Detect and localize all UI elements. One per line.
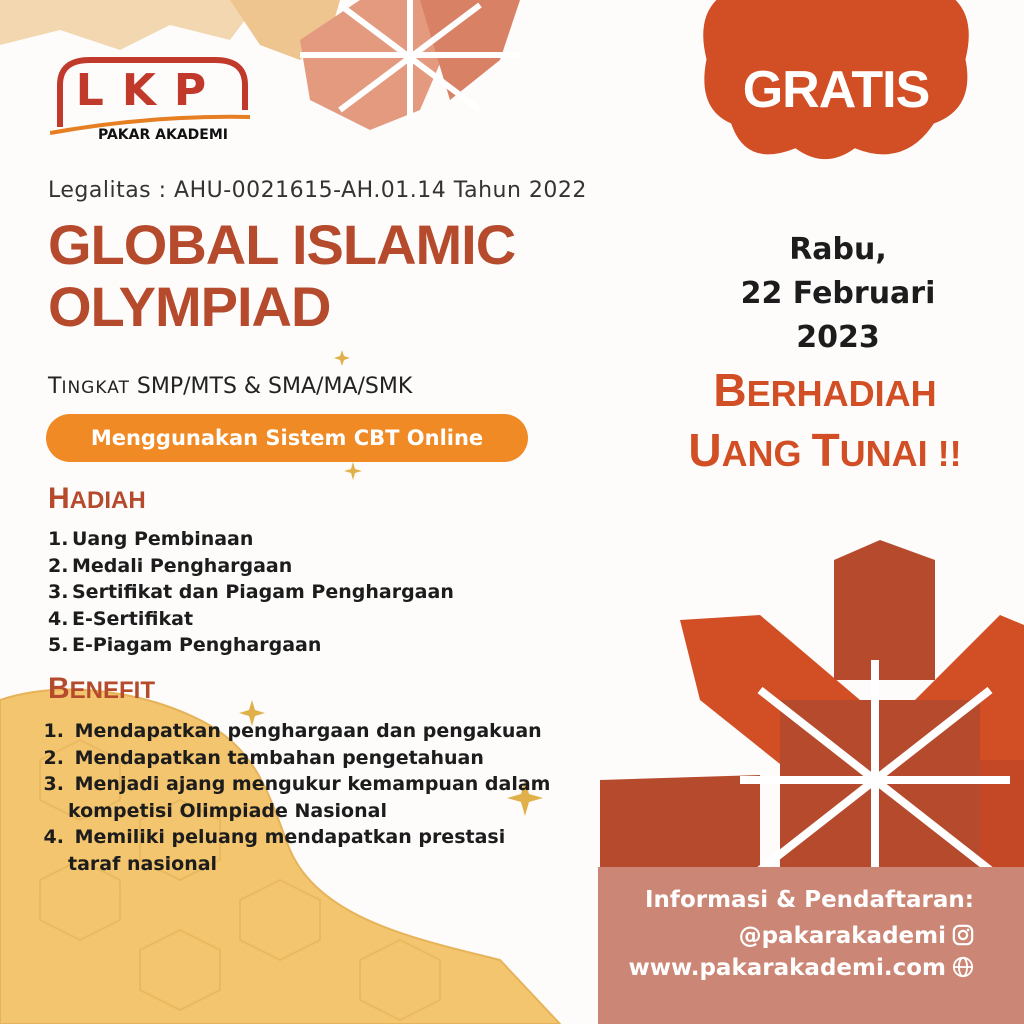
list-item: 4. Memiliki peluang mendapatkan prestasi taraf nasional xyxy=(43,826,506,875)
cbt-badge: Menggunakan Sistem CBT Online xyxy=(46,414,528,462)
website-url[interactable]: www.pakarakademi.com xyxy=(628,955,946,981)
logo-subtitle: PAKAR AKADEMI xyxy=(98,127,228,143)
list-item: 2. Medali Penghargaan xyxy=(48,554,293,577)
level-text xyxy=(48,374,412,399)
list-item: 4. E-Sertifikat xyxy=(48,607,194,630)
instagram-handle[interactable]: @pakarakademi xyxy=(738,923,946,949)
date-date: 22 Februari xyxy=(740,276,936,311)
hadiah-list xyxy=(48,526,454,659)
right-ornament xyxy=(600,540,1024,870)
hadiah-heading xyxy=(48,482,146,516)
list-item: 2. Mendapatkan tambahan pengetahuan xyxy=(43,746,484,769)
legal-text: Legalitas : AHU-0021615-AH.01.14 Tahun 2022 xyxy=(48,178,587,203)
benefit-heading-rest: ENEFIT xyxy=(69,677,156,704)
lkp-logo xyxy=(50,55,250,145)
hadiah-heading-rest: ADIAH xyxy=(69,487,146,514)
level-prefix-cap: T xyxy=(48,374,62,399)
title-line-1: GLOBAL ISLAMIC xyxy=(48,213,516,276)
info-label: Informasi & Pendaftaran: xyxy=(645,887,974,913)
prize-text: BERHADIAH UANG TUNAI !! xyxy=(688,364,962,476)
gratis-label: GRATIS xyxy=(742,61,930,119)
title-line-2: OLYMPIAD xyxy=(48,275,331,338)
list-item: 5. E-Piagam Penghargaan xyxy=(48,634,322,656)
instagram-link[interactable] xyxy=(739,923,974,949)
page-title xyxy=(48,214,648,338)
level-value: SMP/MTS & SMA/MA/SMK xyxy=(129,374,413,399)
list-item: 1. Mendapatkan penghargaan dan pengakuan xyxy=(43,720,542,742)
globe-icon xyxy=(952,956,974,978)
date-day: Rabu, xyxy=(789,232,887,267)
benefit-heading xyxy=(48,672,155,706)
instagram-icon xyxy=(952,924,974,946)
list-item: 1. Uang Pembinaan xyxy=(48,528,254,550)
hadiah-heading-cap: H xyxy=(48,482,70,515)
level-prefix-rest: INGKAT xyxy=(61,378,130,398)
website-link[interactable] xyxy=(628,955,974,981)
list-item: 3. Menjadi ajang mengukur kemampuan dalam kompetisi Olimpiade Nasional xyxy=(43,773,551,822)
logo-letters: LKP xyxy=(75,65,225,116)
list-item: 3. Sertifikat dan Piagam Penghargaan xyxy=(48,581,454,603)
date-year: 2023 xyxy=(796,320,880,355)
benefit-heading-cap: B xyxy=(48,672,70,705)
benefit-list xyxy=(43,718,558,877)
event-date xyxy=(700,228,976,360)
